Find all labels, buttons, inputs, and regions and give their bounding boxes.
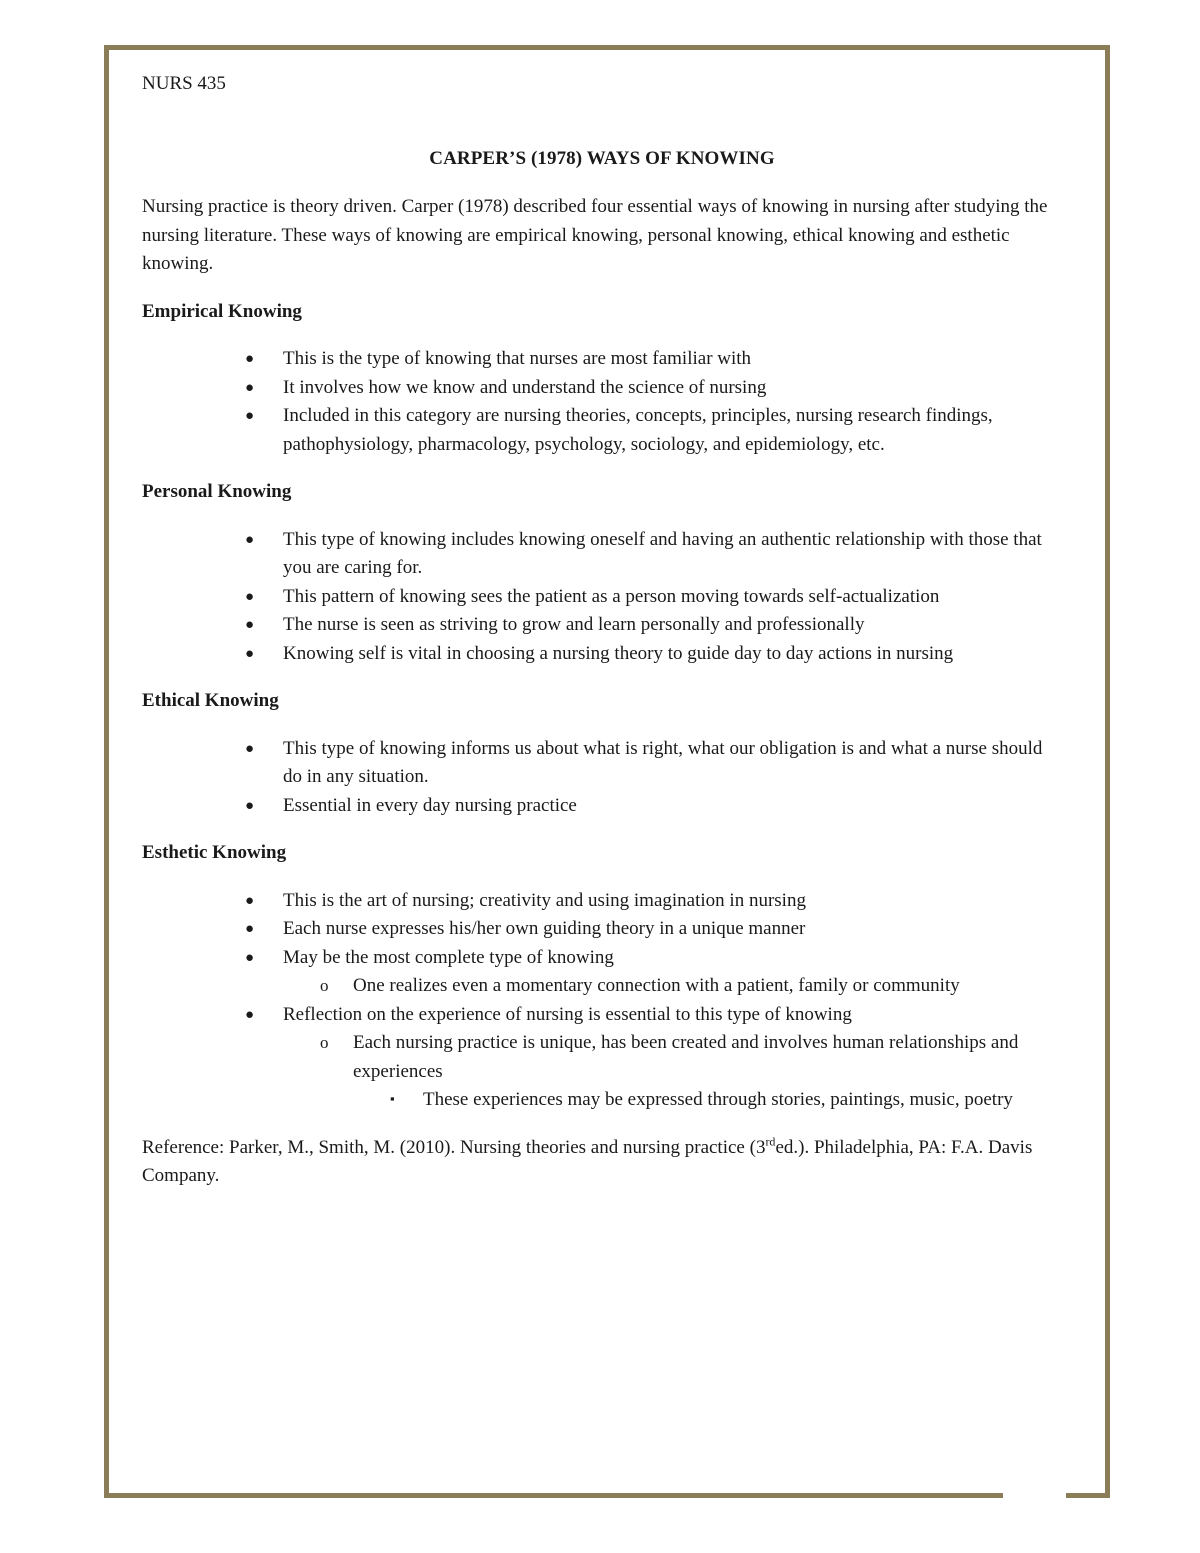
circle-bullet-icon: o bbox=[320, 1033, 329, 1052]
list-item-text: This is the art of nursing; creativity and using imagination in nursing bbox=[283, 889, 806, 911]
page-frame-left bbox=[104, 45, 109, 1498]
bullet-icon: ● bbox=[245, 921, 255, 937]
list-item bbox=[245, 402, 1062, 459]
bullet-icon: ● bbox=[245, 588, 255, 605]
bullet-icon: ● bbox=[245, 1006, 255, 1023]
bullet-icon: ● bbox=[245, 740, 255, 757]
list-item bbox=[245, 583, 1062, 612]
list-item bbox=[245, 735, 1062, 792]
list-item bbox=[245, 792, 1062, 821]
list-item-text: Reflection on the experience of nursing is essential to this type of knowing bbox=[283, 1003, 852, 1025]
list-item bbox=[245, 915, 1062, 944]
page-frame-bottom-end bbox=[1066, 1493, 1110, 1498]
document-title: CARPER’S (1978) WAYS OF KNOWING bbox=[429, 148, 775, 169]
list-item bbox=[245, 944, 1062, 1001]
bullet-icon: ● bbox=[245, 617, 255, 633]
sub-list-item bbox=[320, 972, 1062, 1001]
list-item-text: This is the type of knowing that nurses are most familiar with bbox=[283, 348, 752, 369]
esthetic-list bbox=[142, 887, 1062, 1115]
bullet-icon: ● bbox=[245, 379, 255, 396]
list-item-text: This pattern of knowing sees the patient as a person moving towards self-actualization bbox=[283, 585, 940, 607]
sub-sub-list-item bbox=[390, 1086, 1062, 1115]
page-frame-top bbox=[104, 45, 1110, 50]
sub-list bbox=[283, 972, 1062, 1001]
sub-list-item-text: Each nursing practice is unique, has been created and involves human relationships and experiences bbox=[353, 1032, 1019, 1082]
bullet-icon: ● bbox=[245, 408, 255, 424]
sub-list-item-text: One realizes even a momentary connection with a patient, family or community bbox=[353, 975, 960, 996]
sub-list bbox=[283, 1029, 1062, 1115]
list-item bbox=[245, 374, 1062, 403]
list-item-text: Included in this category are nursing theories, concepts, principles, nursing research findings, pathophysiology, pharmacology, psychology, sociology, and epidemiology, etc. bbox=[283, 405, 993, 455]
list-item-text: May be the most complete type of knowing bbox=[283, 946, 614, 968]
section-heading-esthetic: Esthetic Knowing bbox=[142, 842, 287, 863]
list-item bbox=[245, 640, 1062, 669]
sub-list-item bbox=[320, 1029, 1062, 1115]
section-heading-personal: Personal Knowing bbox=[142, 481, 292, 502]
section-heading-empirical: Empirical Knowing bbox=[142, 300, 302, 322]
list-item bbox=[245, 345, 1062, 374]
bullet-icon: ● bbox=[245, 949, 255, 966]
reference-citation bbox=[142, 1134, 1062, 1191]
reference-text: Reference: Parker, M., Smith, M. (2010). Nursing theories and nursing practice (3 bbox=[142, 1136, 766, 1158]
document-body bbox=[142, 70, 1062, 1191]
list-item bbox=[245, 887, 1062, 916]
page-frame-bottom bbox=[104, 1493, 1003, 1498]
reference-superscript: rd bbox=[765, 1134, 776, 1149]
ethical-list bbox=[142, 735, 1062, 821]
list-item bbox=[245, 1001, 1062, 1115]
reference-text-end: ed.). Philadelphia, PA: F.A. Davis Company. bbox=[142, 1136, 1033, 1186]
bullet-icon: ● bbox=[245, 645, 255, 662]
intro-paragraph: Nursing practice is theory driven. Carper (1978) described four essential ways of knowing in nursing after studying the nursing literature. These ways of knowing are empirical knowing, personal knowing, ethical knowing and esthetic knowing. bbox=[142, 196, 1048, 274]
list-item-text: Knowing self is vital in choosing a nursing theory to guide day to day actions in nursing bbox=[283, 642, 954, 664]
list-item-text: Essential in every day nursing practice bbox=[283, 794, 577, 816]
sub-sub-list-item-text: These experiences may be expressed through stories, paintings, music, poetry bbox=[423, 1089, 1013, 1110]
empirical-list bbox=[142, 345, 1062, 459]
personal-list bbox=[142, 526, 1062, 669]
course-code: NURS 435 bbox=[142, 73, 226, 94]
bullet-icon: ● bbox=[245, 351, 255, 367]
list-item-text: The nurse is seen as striving to grow and learn personally and professionally bbox=[283, 614, 865, 635]
list-item-text: This type of knowing includes knowing oneself and having an authentic relationship with those that you are caring for. bbox=[283, 528, 1042, 578]
list-item bbox=[245, 611, 1062, 640]
list-item-text: It involves how we know and understand the science of nursing bbox=[283, 376, 767, 398]
bullet-icon: ● bbox=[245, 531, 255, 548]
list-item-text: This type of knowing informs us about what is right, what our obligation is and what a nurse should do in any situation. bbox=[283, 737, 1043, 787]
bullet-icon: ● bbox=[245, 797, 255, 814]
page-frame-right bbox=[1105, 45, 1110, 1498]
list-item bbox=[245, 526, 1062, 583]
section-heading-ethical: Ethical Knowing bbox=[142, 690, 279, 711]
bullet-icon: ● bbox=[245, 892, 255, 909]
square-bullet-icon: ▪ bbox=[390, 1091, 395, 1106]
sub-sub-list bbox=[353, 1086, 1062, 1115]
circle-bullet-icon: o bbox=[320, 976, 329, 995]
list-item-text: Each nurse expresses his/her own guiding theory in a unique manner bbox=[283, 918, 806, 939]
